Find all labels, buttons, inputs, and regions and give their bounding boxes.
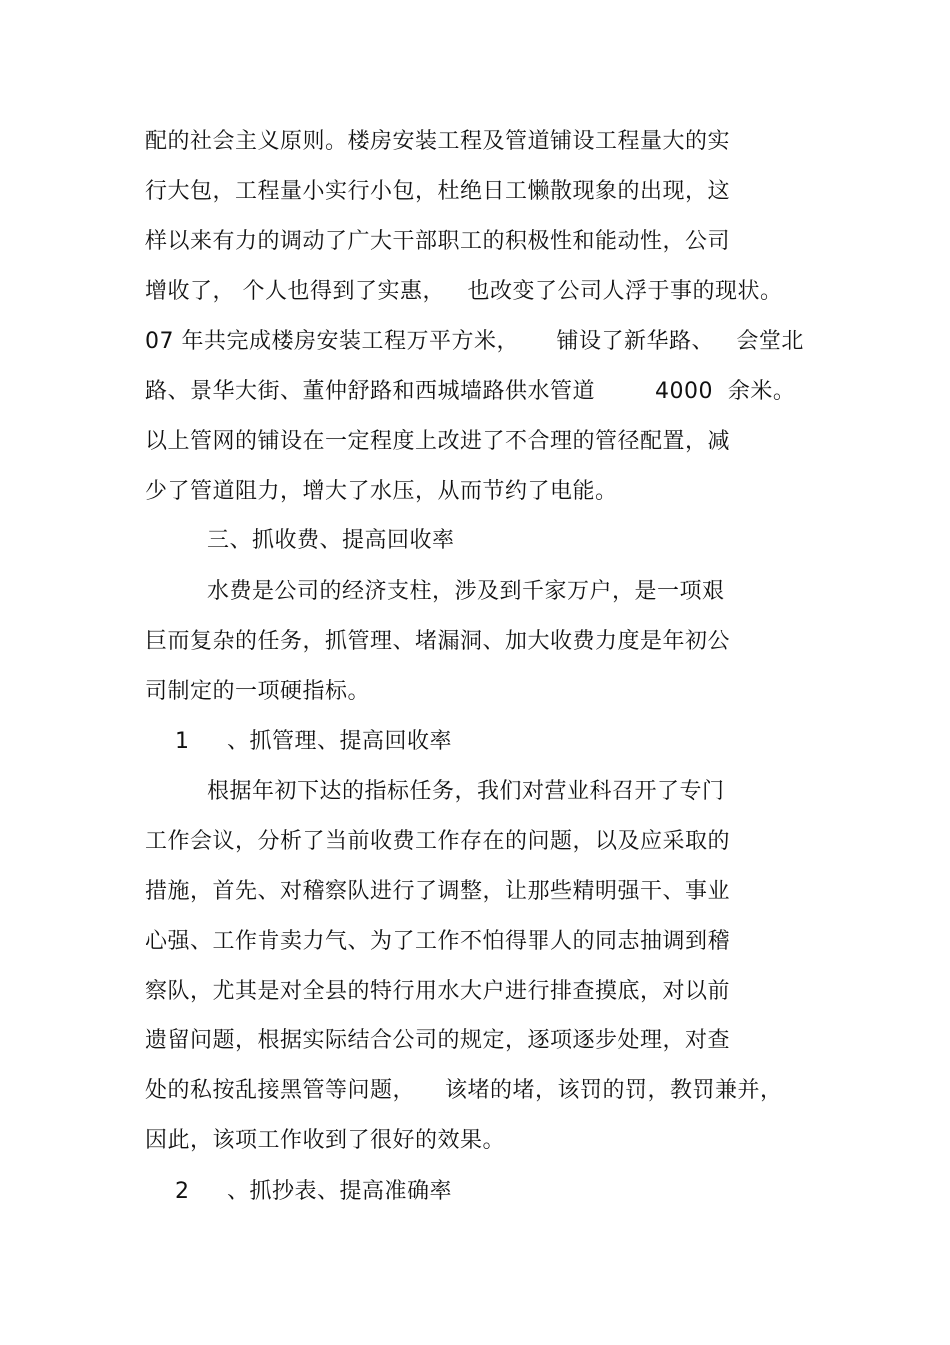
paragraph-line: 07 年共完成楼房安装工程万平方米， 铺设了新华路、 会堂北: [145, 329, 804, 354]
paragraph-line: 水费是公司的经济支柱，涉及到千家万户，是一项艰: [207, 579, 725, 604]
paragraph-line: 巨而复杂的任务，抓管理、堵漏洞、加大收费力度是年初公: [145, 629, 731, 654]
paragraph-line: 处的私按乱接黑管等问题， 该堵的堵，该罚的罚，教罚兼并，: [145, 1078, 783, 1103]
subsection-heading: 2 、抓抄表、提高准确率: [175, 1179, 452, 1204]
paragraph-line: 根据年初下达的指标任务，我们对营业科召开了专门: [207, 779, 725, 804]
paragraph-line: 工作会议，分析了当前收费工作存在的问题，以及应采取的: [145, 829, 731, 854]
paragraph-line: 以上管网的铺设在一定程度上改进了不合理的管径配置，减: [145, 429, 731, 454]
paragraph-line: 行大包，工程量小实行小包，杜绝日工懒散现象的出现，这: [145, 179, 731, 204]
paragraph-line: 配的社会主义原则。楼房安装工程及管道铺设工程量大的实: [145, 129, 731, 154]
paragraph-line: 察队，尤其是对全县的特行用水大户进行排查摸底，对以前: [145, 979, 731, 1004]
paragraph-line: 增收了， 个人也得到了实惠， 也改变了公司人浮于事的现状。: [145, 279, 783, 304]
paragraph-line: 因此，该项工作收到了很好的效果。: [145, 1128, 506, 1153]
paragraph-line: 路、景华大街、董仲舒路和西城墙路供水管道 4000 余米。: [145, 379, 796, 404]
paragraph-line: 遗留问题，根据实际结合公司的规定，逐项逐步处理，对查: [145, 1028, 731, 1053]
paragraph-line: 司制定的一项硬指标。: [145, 679, 371, 704]
section-heading: 三、抓收费、提高回收率: [207, 528, 455, 553]
paragraph-line: 心强、工作肯卖力气、为了工作不怕得罪人的同志抽调到稽: [145, 929, 731, 954]
paragraph-line: 措施，首先、对稽察队进行了调整，让那些精明强干、事业: [145, 879, 731, 904]
paragraph-line: 样以来有力的调动了广大干部职工的积极性和能动性，公司: [145, 229, 731, 254]
subsection-heading: 1 、抓管理、提高回收率: [175, 729, 452, 754]
paragraph-line: 少了管道阻力，增大了水压，从而节约了电能。: [145, 479, 618, 504]
